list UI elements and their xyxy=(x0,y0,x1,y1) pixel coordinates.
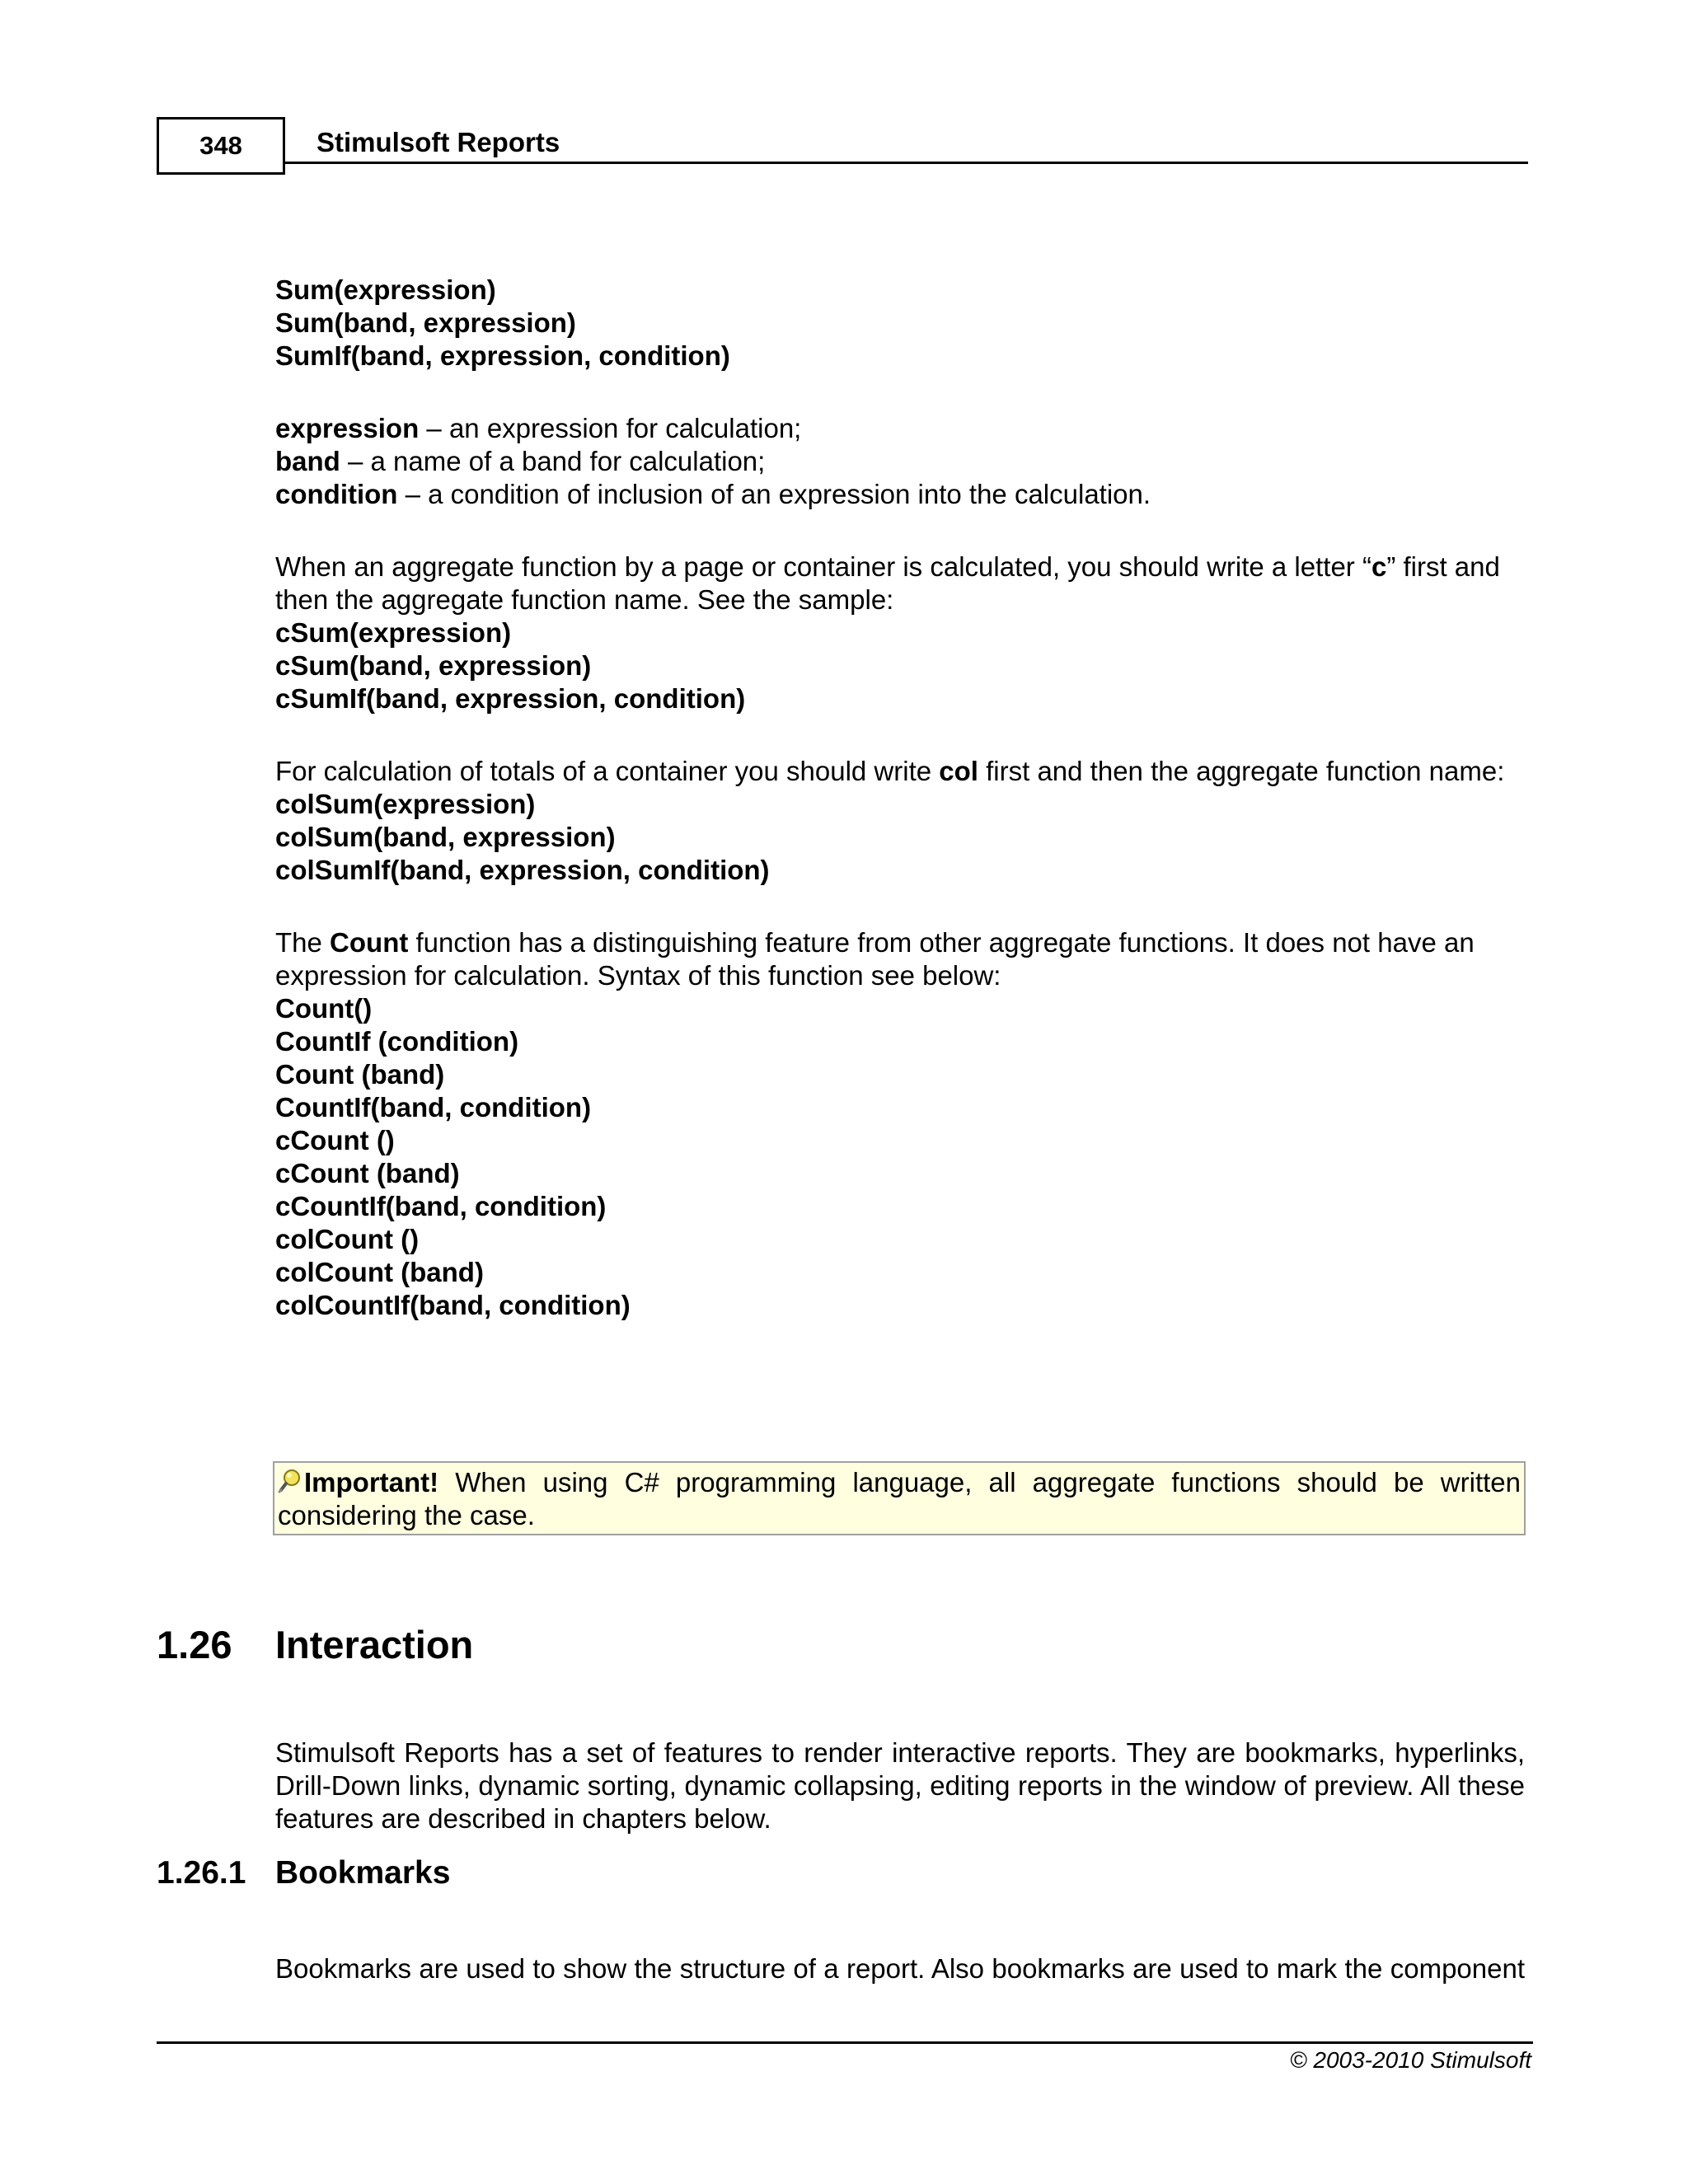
syntax-line: CountIf(band, condition) xyxy=(275,1092,592,1122)
section-number: 1.26 xyxy=(157,1623,232,1666)
text-run: first and then the aggregate function name: xyxy=(978,756,1505,786)
note-label: Important! xyxy=(304,1467,439,1497)
subsection-title: Bookmarks xyxy=(275,1855,451,1891)
syntax-line: colSum(expression) xyxy=(275,789,536,819)
syntax-line: cSum(expression) xyxy=(275,617,512,648)
bold-run: c xyxy=(1371,551,1387,582)
syntax-line: colCount () xyxy=(275,1224,420,1254)
header-rule xyxy=(285,162,1528,164)
parameter-list xyxy=(275,412,1525,511)
syntax-line: CountIf (condition) xyxy=(275,1026,519,1057)
parameter-item xyxy=(275,412,1525,445)
colsum-syntax-block xyxy=(275,788,1525,887)
bold-run: col xyxy=(939,756,978,786)
footer-copyright: © 2003-2010 Stimulsoft xyxy=(1289,2047,1531,2073)
syntax-line: colSumIf(band, expression, condition) xyxy=(275,855,770,885)
page-number: 348 xyxy=(157,117,285,175)
syntax-line: cCount (band) xyxy=(275,1158,460,1188)
bookmarks-paragraph: Bookmarks are used to show the structure of a report. Also bookmarks are used to mark the component xyxy=(275,1953,1525,1984)
parameter-term: condition xyxy=(275,479,398,509)
section-title: Interaction xyxy=(275,1623,474,1666)
syntax-line: Sum(band, expression) xyxy=(275,307,576,338)
syntax-line: SumIf(band, expression, condition) xyxy=(275,340,730,371)
parameter-item xyxy=(275,445,1525,478)
syntax-line: cCount () xyxy=(275,1125,395,1155)
subsection-heading xyxy=(157,1855,450,1891)
syntax-line: colCountIf(band, condition) xyxy=(275,1290,631,1320)
syntax-line: cSumIf(band, expression, condition) xyxy=(275,683,746,714)
csum-syntax-block xyxy=(275,616,1525,715)
text-run: ” first and then the aggregate function name. See the sample: xyxy=(275,551,1500,615)
main-content xyxy=(275,274,1525,1361)
parameter-desc: – an expression for calculation; xyxy=(419,413,802,443)
text-run: For calculation of totals of a container you should write xyxy=(275,756,940,786)
sum-syntax-block xyxy=(275,274,1525,373)
footer-rule xyxy=(157,2041,1533,2044)
syntax-line: colSum(band, expression) xyxy=(275,822,616,852)
header-title: Stimulsoft Reports xyxy=(316,127,560,157)
syntax-line: Count() xyxy=(275,993,373,1024)
parameter-term: expression xyxy=(275,413,420,443)
count-paragraph xyxy=(275,926,1525,992)
text-run: The xyxy=(275,927,331,958)
syntax-line: Sum(expression) xyxy=(275,274,496,305)
syntax-line: colCount (band) xyxy=(275,1257,484,1287)
parameter-term: band xyxy=(275,446,340,476)
text-run: When an aggregate function by a page or container is calculated, you should write a letter “ xyxy=(275,551,1372,582)
col-paragraph xyxy=(275,755,1525,788)
important-note xyxy=(273,1461,1526,1535)
syntax-line: Count (band) xyxy=(275,1059,445,1090)
bold-run: Count xyxy=(330,927,409,958)
note-text: When using C# programming language, all aggregate functions should be written considering the case. xyxy=(278,1467,1521,1530)
parameter-item xyxy=(275,478,1525,511)
page-container-paragraph xyxy=(275,551,1525,616)
section-heading xyxy=(157,1622,473,1667)
count-syntax-block xyxy=(275,992,1525,1322)
subsection-number: 1.26.1 xyxy=(157,1855,246,1891)
interaction-paragraph: Stimulsoft Reports has a set of features to render interactive reports. They are bookmarks, hyperlinks, Drill-Down links, dynamic sorting, dynamic collapsing, editing reports in the window of preview. All these features are described in chapters below. xyxy=(275,1737,1525,1834)
lightbulb-icon xyxy=(278,1469,302,1493)
text-run: function has a distinguishing feature from other aggregate functions. It does not have an expression for calculation. Syntax of this function see below: xyxy=(275,927,1475,991)
parameter-desc: – a name of a band for calculation; xyxy=(340,446,766,476)
syntax-line: cSum(band, expression) xyxy=(275,650,592,681)
parameter-desc: – a condition of inclusion of an expression into the calculation. xyxy=(397,479,1151,509)
syntax-line: cCountIf(band, condition) xyxy=(275,1191,607,1221)
